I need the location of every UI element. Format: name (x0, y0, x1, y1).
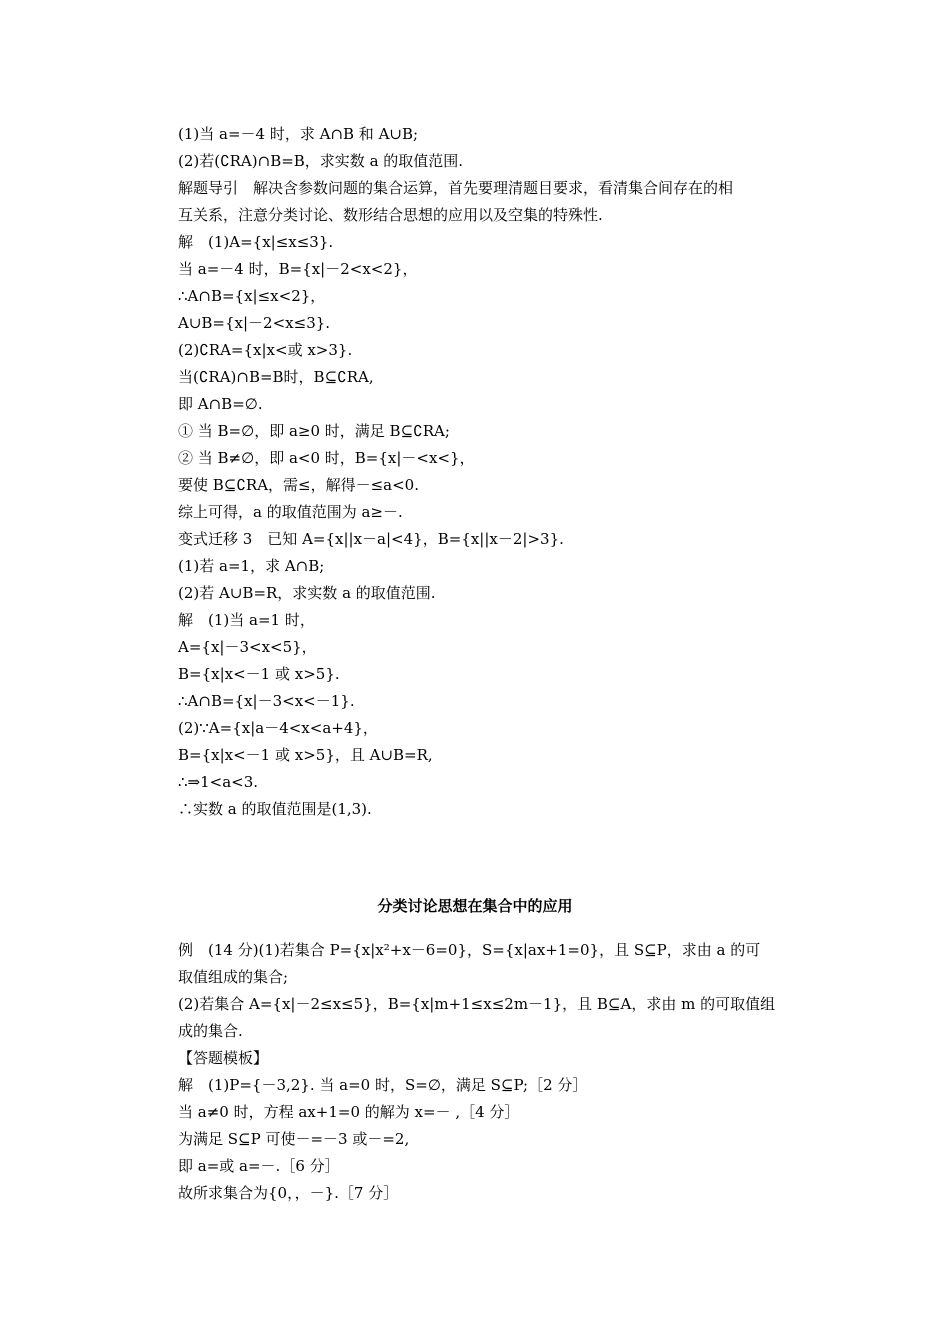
text-line: (2)∁RA={x|x<或 x>3}. (178, 341, 353, 359)
text-line: (1)若 a=1，求 A∩B; (178, 557, 325, 575)
text-line: 互关系，注意分类讨论、数形结合思想的应用以及空集的特殊性. (178, 206, 603, 224)
text-line: A∪B={x|－2<x≤3}. (178, 314, 331, 332)
text-line: 【答题模板】 (178, 1049, 269, 1067)
text-line: 例 (14 分)(1)若集合 P={x|x²+x－6=0}，S={x|ax+1=0}，且 S⊆P，求由 a 的可 (178, 941, 761, 959)
text-line: B={x|x<－1 或 x>5}，且 A∪B=R, (178, 746, 433, 764)
text-line: 解 (1)A={x|≤x≤3}. (178, 233, 334, 251)
text-line: 当 a≠0 时，方程 ax+1=0 的解为 x=－ ,［4 分］ (178, 1103, 520, 1121)
section-title: 分类讨论思想在集合中的应用 (377, 897, 573, 915)
text-line: ∴⇒1<a<3. (178, 773, 259, 791)
text-line: 当(∁RA)∩B=B时，B⊆∁RA, (178, 368, 374, 386)
text-line: B={x|x<－1 或 x>5}. (178, 665, 340, 683)
text-line: (2)∵A={x|a－4<x<a+4}， (178, 719, 378, 737)
text-line: (1)当 a=－4 时，求 A∩B 和 A∪B; (178, 125, 419, 143)
text-line: 要使 B⊆∁RA，需≤，解得－≤a<0. (178, 476, 419, 494)
text-line: 故所求集合为{0，，－}.［7 分］ (178, 1184, 399, 1202)
text-line: (2)若集合 A={x|－2≤x≤5}，B={x|m+1≤x≤2m－1}，且 B⊆A，求由 m 的可取值组 (178, 995, 776, 1013)
text-line: 为满足 S⊆P 可使－=－3 或－=2, (178, 1130, 410, 1148)
text-line: 变式迁移 3 已知 A={x||x－a|<4}，B={x||x－2|>3}. (178, 530, 564, 548)
text-line: 解 (1)P={－3,2}. 当 a=0 时，S=∅，满足 S⊆P;［2 分］ (178, 1076, 588, 1094)
text-line: ② 当 B≠∅，即 a<0 时，B={x|－<x<}， (178, 449, 475, 467)
text-line: (2)若 A∪B=R，求实数 a 的取值范围. (178, 584, 436, 602)
text-line: 解 (1)当 a=1 时， (178, 611, 315, 629)
text-line: 综上可得，a 的取值范围为 a≥－. (178, 503, 403, 521)
text-line: 成的集合. (178, 1022, 243, 1040)
text-line: A={x|－3<x<5}， (178, 638, 317, 656)
text-line: (2)若(∁RA)∩B=B，求实数 a 的取值范围. (178, 152, 464, 170)
text-line: ① 当 B=∅，即 a≥0 时，满足 B⊆∁RA; (178, 422, 450, 440)
text-line: ∴实数 a 的取值范围是(1,3). (178, 800, 372, 818)
text-line: ∴A∩B={x|－3<x<－1}. (178, 692, 355, 710)
text-line: 取值组成的集合; (178, 968, 289, 986)
text-line: ∴A∩B={x|≤x<2}， (178, 287, 326, 305)
text-line: 即 A∩B=∅. (178, 395, 263, 413)
text-line: 即 a=或 a=－.［6 分］ (178, 1157, 340, 1175)
text-line: 解题导引 解决含参数问题的集合运算，首先要理清题目要求，看清集合间存在的相 (178, 179, 734, 197)
text-line: 当 a=－4 时，B={x|－2<x<2}， (178, 260, 418, 278)
